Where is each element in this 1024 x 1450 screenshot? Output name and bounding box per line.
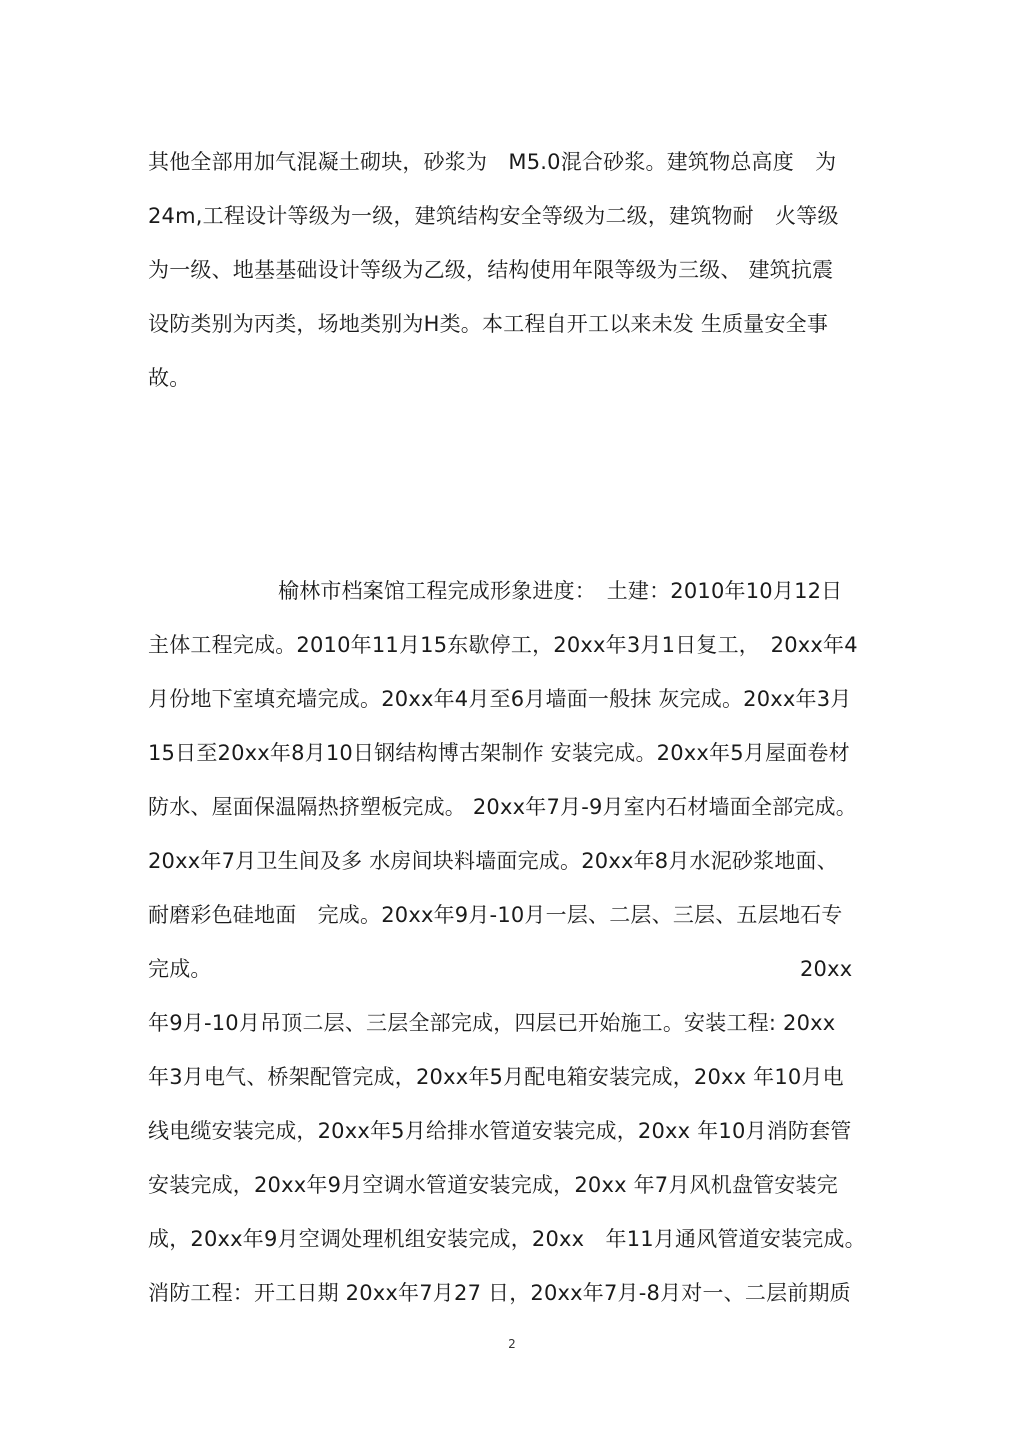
text-line: 耐磨彩色硅地面 完成。20xx年9月-10月一层、二层、三层、五层地石专 <box>148 903 843 927</box>
text-line: 20xx年7月卫生间及多 水房间块料墙面完成。20xx年8月水泥砂浆地面、 <box>148 849 838 873</box>
text-fragment: 20xx <box>800 957 853 981</box>
paragraph-heading-line: 榆林市档案馆工程完成形象进度： 土建：2010年10月12日 <box>278 579 843 603</box>
text-line: 年9月-10月吊顶二层、三层全部完成，四层已开始施工。安装工程: 20xx <box>148 1011 836 1035</box>
text-line: 主体工程完成。2010年11月15东歇停工，20xx年3月1日复工， 20xx年4 <box>148 633 858 657</box>
text-line: 完成。 <box>148 957 212 981</box>
text-line: 24m,工程设计等级为一级，建筑结构安全等级为二级，建筑物耐 火等级 <box>148 204 839 228</box>
text-line: 消防工程：开工日期 20xx年7月27 日，20xx年7月-8月对一、二层前期质 <box>148 1281 851 1305</box>
text-line: 月份地下室填充墙完成。20xx年4月至6月墙面一般抹 灰完成。20xx年3月 <box>148 687 852 711</box>
text-line: 为一级、地基基础设计等级为乙级，结构使用年限等级为三级、 建筑抗震 <box>148 258 834 282</box>
text-line: 线电缆安装完成，20xx年5月给排水管道安装完成，20xx 年10月消防套管 <box>148 1119 852 1143</box>
text-line: 安装完成，20xx年9月空调水管道安装完成，20xx 年7月风机盘管安装完 <box>148 1173 838 1197</box>
text-line: 其他全部用加气混凝土砌块，砂浆为 M5.0混合砂浆。建筑物总高度 为 <box>148 150 837 174</box>
text-line: 成，20xx年9月空调处理机组安装完成，20xx 年11月通风管道安装完成。 <box>148 1227 866 1251</box>
text-line: 15日至20xx年8月10日钢结构博古架制作 安装完成。20xx年5月屋面卷材 <box>148 741 850 765</box>
text-line: 设防类别为丙类，场地类别为H类。本工程自开工以来未发 生质量安全事 <box>148 312 829 336</box>
page-number: 2 <box>508 1337 516 1351</box>
text-line: 防水、屋面保温隔热挤塑板完成。 20xx年7月-9月室内石材墙面全部完成。 <box>148 795 857 819</box>
text-line: 故。 <box>148 366 191 390</box>
text-line: 年3月电气、桥架配管完成，20xx年5月配电箱安装完成，20xx 年10月电 <box>148 1065 844 1089</box>
